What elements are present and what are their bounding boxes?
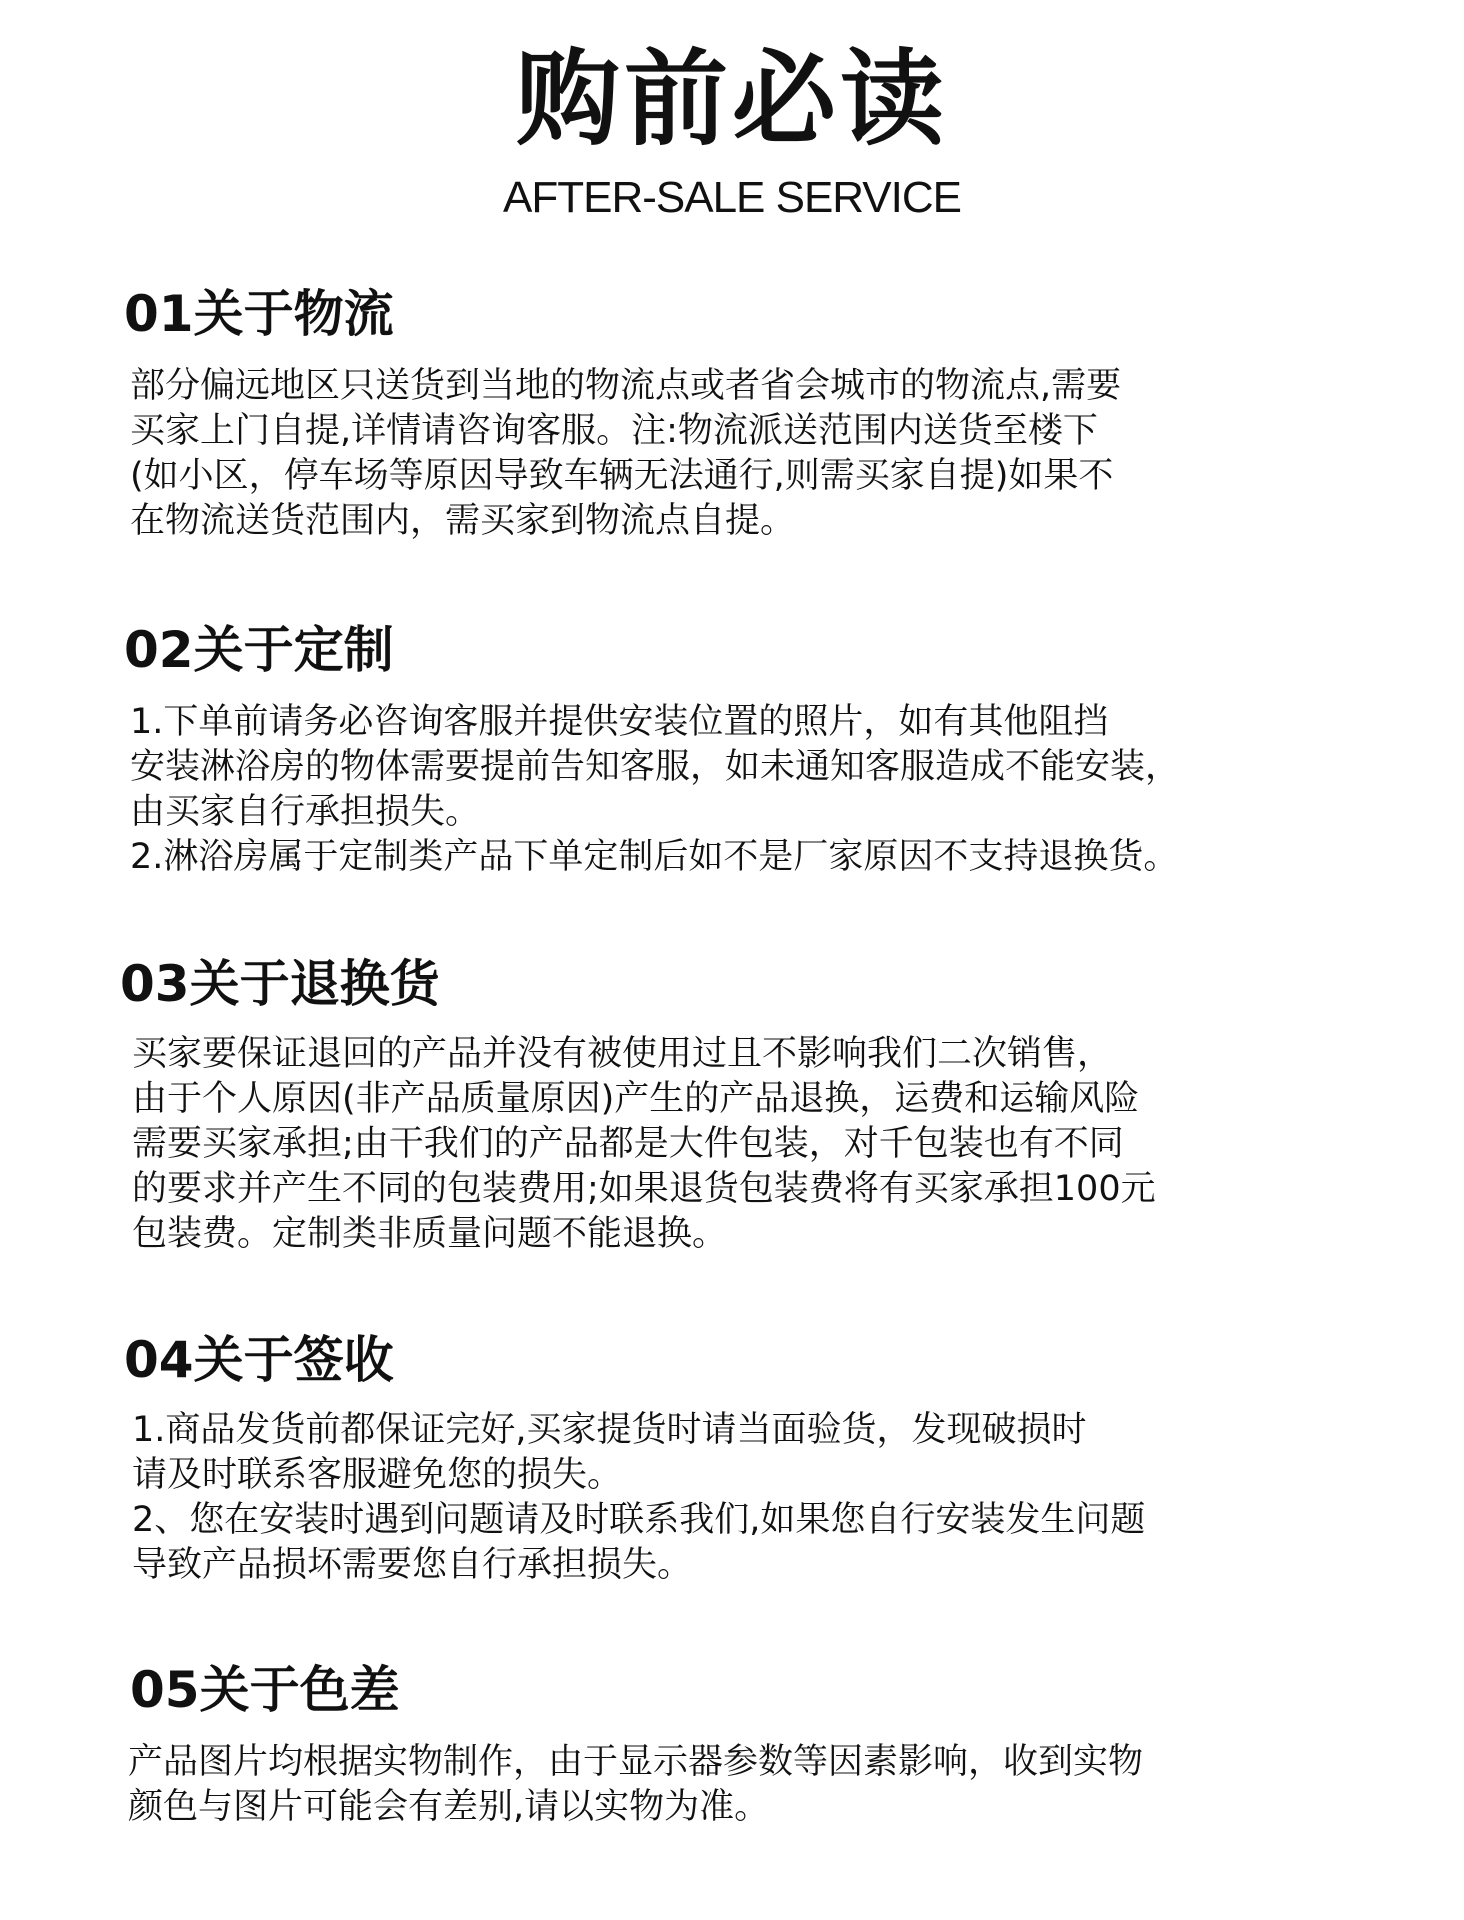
section-title: 05关于色差 [130,1661,400,1719]
body-line: 请及时联系客服避免您的损失。 [132,1455,623,1495]
page-header [0,40,1464,224]
body-line: 1.商品发货前都保证完好,买家提货时请当面验货，发现破损时 [132,1410,1087,1450]
body-line: 包装费。定制类非质量问题不能退换。 [132,1214,728,1254]
section-title: 04关于签收 [124,1331,394,1389]
body-line: 2、您在安装时遇到问题请及时联系我们,如果您自行安装发生问题 [132,1500,1146,1540]
section-returns [0,954,1464,1257]
body-line: 颜色与图片可能会有差别,请以实物为准。 [128,1787,770,1827]
section-body [128,1740,1464,1830]
section-body [132,1408,1464,1588]
body-line: 买家上门自提,详情请咨询客服。注:物流派送范围内送货至楼下 [130,411,1098,451]
section-logistics [0,284,1464,544]
body-line: 买家要保证退回的产品并没有被使用过且不影响我们二次销售， [132,1034,1113,1074]
page-title: 购前必读 [515,38,948,160]
section-color-difference [0,1660,1464,1830]
section-customization [0,620,1464,880]
body-line: 的要求并产生不同的包装费用;如果退货包装费将有买家承担100元 [132,1169,1156,1209]
section-title: 03关于退换货 [120,955,440,1013]
section-body [130,364,1464,544]
body-line: 由于个人原因(非产品质量原因)产生的产品退换，运费和运输风险 [132,1079,1140,1119]
body-line: 产品图片均根据实物制作，由于显示器参数等因素影响，收到实物 [128,1742,1144,1782]
body-line: 需要买家承担;由干我们的产品都是大件包装，对千包装也有不同 [132,1124,1124,1164]
section-body [132,1032,1464,1257]
section-title: 01关于物流 [124,285,394,343]
section-body [130,700,1464,880]
body-line: 2.淋浴房属于定制类产品下单定制后如不是厂家原因不支持退换货。 [130,837,1179,877]
body-line: 由买家自行承担损失。 [130,792,481,832]
body-line: 导致产品损坏需要您自行承担损失。 [132,1545,693,1585]
body-line: (如小区，停车场等原因导致车辆无法通行,则需买家自提)如果不 [130,456,1114,496]
body-line: 1.下单前请务必咨询客服并提供安装位置的照片，如有其他阻挡 [130,702,1109,742]
section-signing [0,1330,1464,1588]
body-line: 在物流送货范围内，需买家到物流点自提。 [130,501,796,541]
page-subtitle: AFTER-SALE SERVICE [503,173,961,222]
body-line: 部分偏远地区只送货到当地的物流点或者省会城市的物流点,需要 [130,366,1122,406]
body-line: 安装淋浴房的物体需要提前告知客服，如未通知客服造成不能安装， [130,747,1181,787]
section-title: 02关于定制 [124,621,394,679]
